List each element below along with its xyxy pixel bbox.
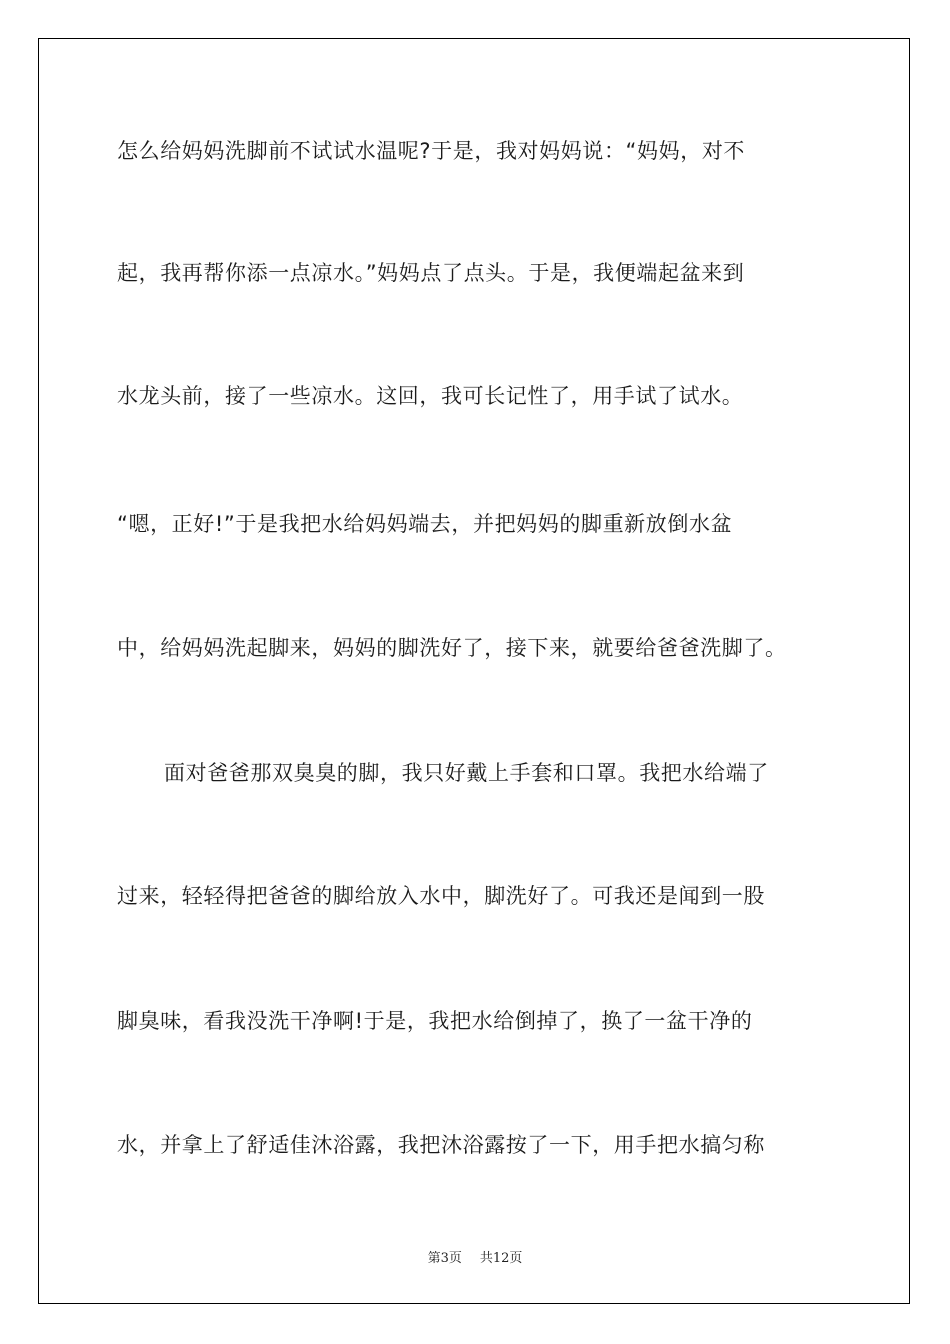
- text-line: 起，我再帮你添一点凉水。”妈妈点了点头。于是，我便端起盆来到: [117, 261, 745, 285]
- paragraph-first-line: 面对爸爸那双臭臭的脚，我只好戴上手套和口罩。我把水给端了: [164, 761, 769, 785]
- text-line: 中，给妈妈洗起脚来，妈妈的脚洗好了，接下来，就要给爸爸洗脚了。: [117, 636, 787, 660]
- text-line: “嗯，正好!”于是我把水给妈妈端去，并把妈妈的脚重新放倒水盆: [117, 512, 733, 536]
- text-line: 过来，轻轻得把爸爸的脚给放入水中，脚洗好了。可我还是闻到一股: [117, 884, 765, 908]
- page-footer: [0, 1247, 950, 1266]
- total-pages: 共12页: [479, 1251, 523, 1266]
- text-line: 脚臭味，看我没洗干净啊!于是，我把水给倒掉了，换了一盆干净的: [117, 1009, 753, 1033]
- page-number: 第3页: [427, 1251, 462, 1266]
- text-line: 怎么给妈妈洗脚前不试试水温呢?于是，我对妈妈说：“妈妈，对不: [117, 139, 746, 163]
- page-border: [38, 38, 910, 1304]
- text-line: 水，并拿上了舒适佳沐浴露，我把沐浴露按了一下，用手把水搞匀称: [117, 1133, 765, 1157]
- text-line: 水龙头前，接了一些凉水。这回，我可长记性了，用手试了试水。: [117, 384, 744, 408]
